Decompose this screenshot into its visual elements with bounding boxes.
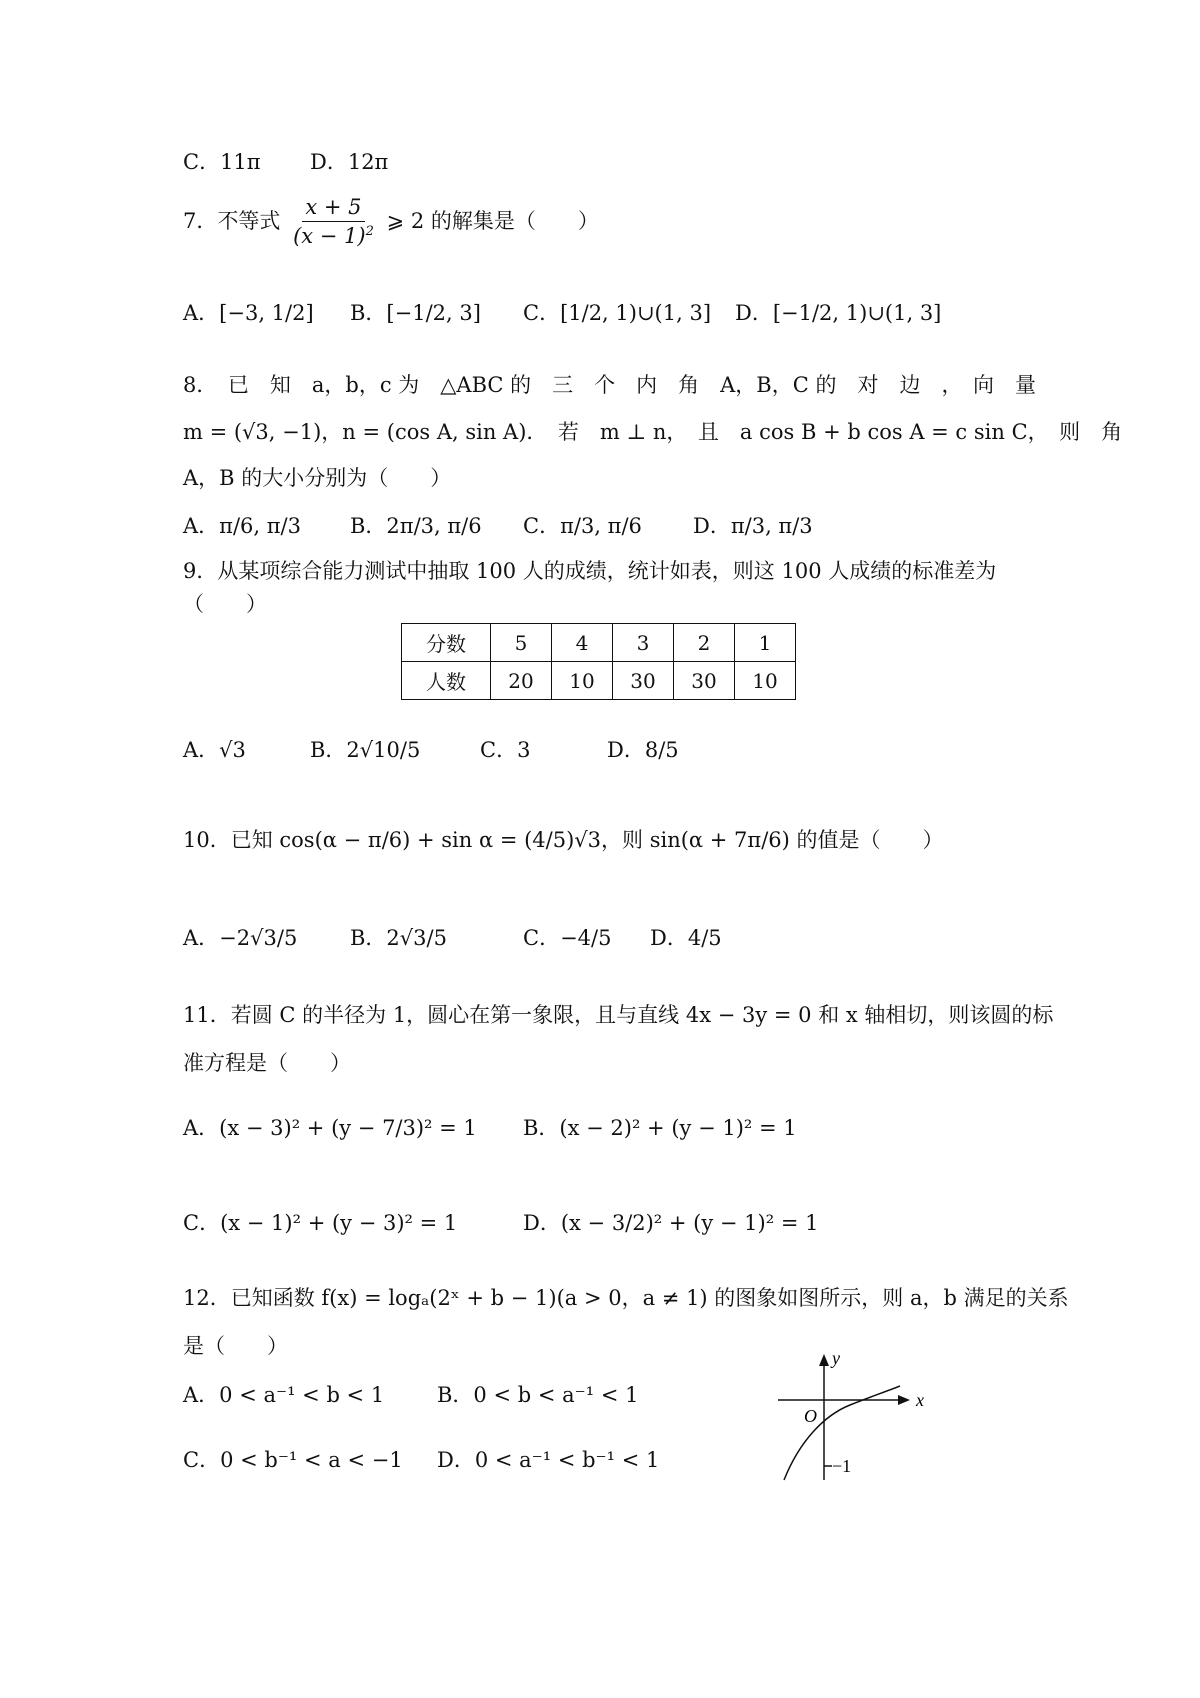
q12-option-d: D．0 < a⁻¹ < b⁻¹ < 1 [437, 1448, 660, 1472]
q10-option-b: B．2√3/5 [350, 926, 447, 950]
q10-stem: 10．已知 cos(α − π/6) + sin α = (4/5)√3，则 sin(α + 7π/6) 的值是（ ） [183, 828, 944, 852]
q7-numerator: x + 5 [302, 196, 364, 222]
q8-option-c: C．π/3, π/6 [523, 514, 642, 538]
table-cell: 4 [552, 624, 613, 662]
minus-one-label: −1 [832, 1456, 852, 1476]
q7-option-b: B．[−1/2, 3] [350, 301, 481, 325]
q9-option-a: A．√3 [183, 738, 246, 762]
table-cell: 3 [613, 624, 674, 662]
q8-option-b: B．2π/3, π/6 [350, 514, 482, 538]
table-cell: 20 [491, 662, 552, 700]
table-cell: 5 [491, 624, 552, 662]
q10-option-c: C．−4/5 [523, 926, 612, 950]
table-cell: 30 [613, 662, 674, 700]
q11-option-d: D．(x − 3/2)² + (y − 1)² = 1 [523, 1211, 819, 1235]
table-cell: 分数 [402, 624, 491, 662]
q7-denominator: $(x - 1)^2$ [293, 224, 374, 249]
q10-option-d: D．4/5 [650, 926, 722, 950]
q9-line-1: 9．从某项综合能力测试中抽取 100 人的成绩，统计如表，则这 100 人成绩的标准差为 [183, 559, 997, 583]
q8-option-a: A．π/6, π/3 [183, 514, 301, 538]
q9-line-2: （ ） [183, 592, 267, 616]
y-axis-arrow-icon [819, 1354, 829, 1366]
q6-option-d: D．12π [310, 150, 389, 174]
q11-option-a: A．(x − 3)² + (y − 7/3)² = 1 [183, 1116, 477, 1140]
q10-option-a: A．−2√3/5 [183, 926, 298, 950]
table-cell: 30 [674, 662, 735, 700]
q12-option-c: C．0 < b⁻¹ < a < −1 [183, 1448, 403, 1472]
q9-option-d: D．8/5 [607, 738, 679, 762]
table-cell: 10 [552, 662, 613, 700]
q7-option-c: C．[1/2, 1)∪(1, 3] [523, 301, 712, 325]
q7-option-d: D．[−1/2, 1)∪(1, 3] [735, 301, 942, 325]
q7-fraction [290, 196, 377, 247]
q9-option-c: C．3 [480, 738, 531, 762]
q11-line-1: 11．若圆 C 的半径为 1，圆心在第一象限，且与直线 4x − 3y = 0 和 x 轴相切，则该圆的标 [183, 1003, 1054, 1027]
q8-line-3: A，B 的大小分别为（ ） [183, 466, 452, 490]
q6-option-c: C．11π [183, 150, 261, 174]
table-cell: 2 [674, 624, 735, 662]
q8-line-1: 8． 已 知 a，b，c 为 △ABC 的 三 个 内 角 A，B，C 的 对 边 ， 向 量 [183, 373, 1036, 397]
q12-option-b: B．0 < b < a⁻¹ < 1 [437, 1383, 639, 1407]
y-axis-label: y [832, 1350, 840, 1368]
q7-option-a: A．[−3, 1/2] [183, 301, 314, 325]
q12-line-1: 12．已知函数 f(x) = logₐ(2ˣ + b − 1)(a > 0，a ≠ 1) 的图象如图所示，则 a，b 满足的关系 [183, 1286, 1069, 1310]
q11-option-c: C．(x − 1)² + (y − 3)² = 1 [183, 1211, 458, 1235]
x-axis-arrow-icon [898, 1395, 910, 1405]
q12-option-a: A．0 < a⁻¹ < b < 1 [183, 1383, 385, 1407]
q7-stem-suffix: ⩾ 2 的解集是（ ） [386, 209, 599, 234]
q9-option-b: B．2√10/5 [310, 738, 421, 762]
table-cell: 10 [735, 662, 796, 700]
origin-label: O [804, 1406, 817, 1426]
q11-option-b: B．(x − 2)² + (y − 1)² = 1 [523, 1116, 797, 1140]
q7-stem [183, 196, 599, 247]
x-axis-label: x [916, 1390, 924, 1410]
table-row-counts [402, 662, 796, 700]
q11-line-2: 准方程是（ ） [183, 1051, 351, 1075]
q8-line-2: m = (√3, −1)，n = (cos A, sin A)． 若 m ⊥ n， 且 a cos B + b cos A = c sin C， 则 角 [183, 420, 1123, 444]
q7-stem-prefix: 7．不等式 [183, 209, 281, 234]
score-table [401, 623, 796, 700]
q12-line-2: 是（ ） [183, 1334, 288, 1358]
q8-option-d: D．π/3, π/3 [693, 514, 813, 538]
table-row-scores [402, 624, 796, 662]
q12-function-graph [770, 1350, 970, 1490]
table-cell: 1 [735, 624, 796, 662]
table-cell: 人数 [402, 662, 491, 700]
